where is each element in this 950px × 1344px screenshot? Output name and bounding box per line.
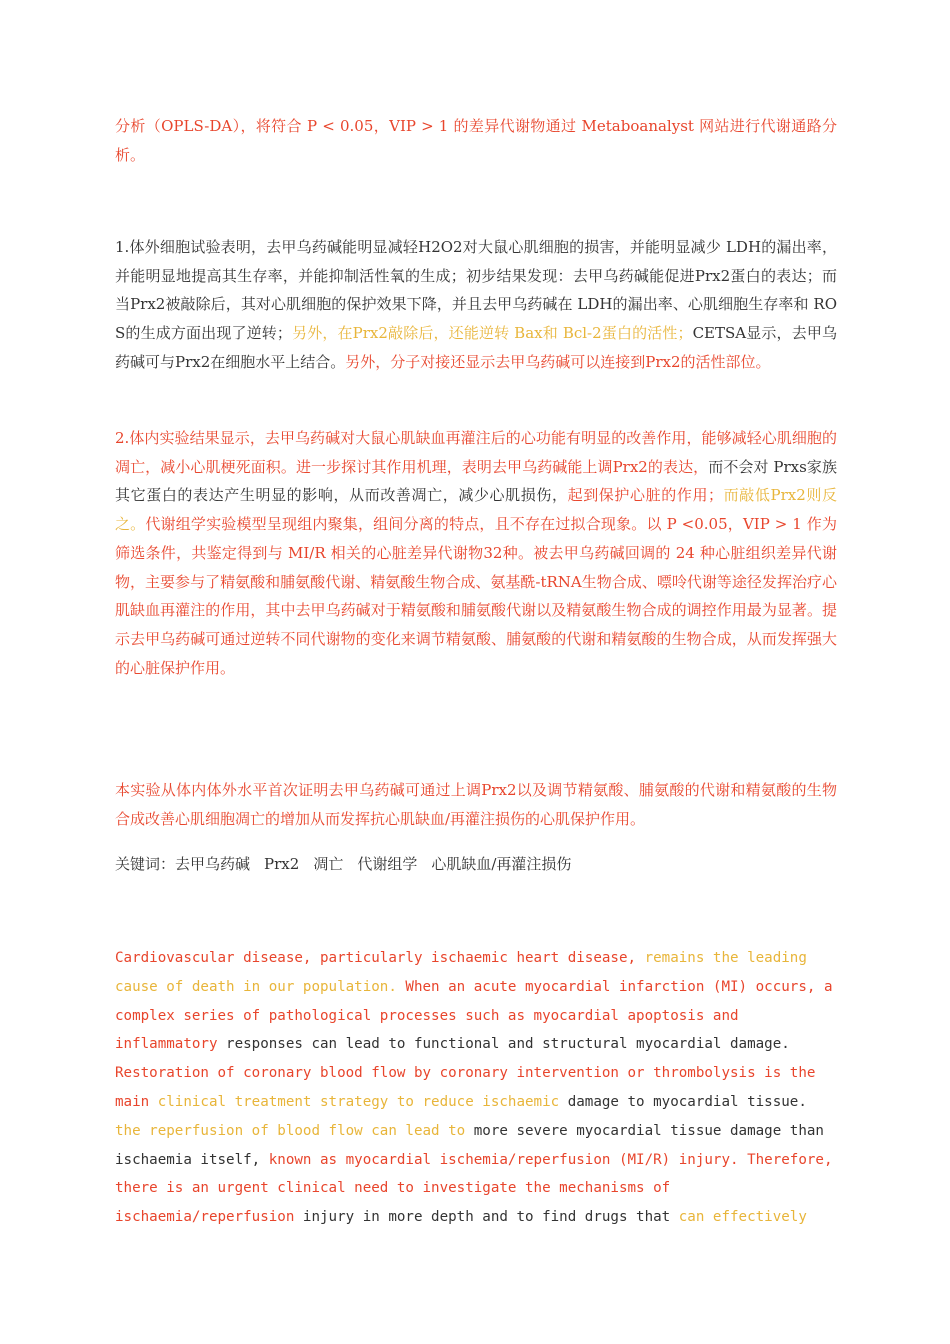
keyword-5: 心肌缺血/再灌注损伤 (431, 855, 572, 873)
in-vitro-text-3: CETSA显示，去甲乌药碱可与Prx2在细胞水平上结合。 (115, 324, 837, 371)
en-text-1: Cardiovascular disease, particularly ischaemic heart disease, (115, 950, 645, 966)
conclusion-paragraph (115, 776, 837, 833)
in-vitro-text-1: 1.体外细胞试验表明，去甲乌药碱能明显减轻H2O2对大鼠心肌细胞的损害，并能明显减少 LDH的漏出率，并能明显地提高其生存率，并能抑制活性氧的生成；初步结果发现：去甲乌药碱能促进Prx2蛋白的表达；而当Prx2被敲除后，其对心肌细胞的保护效果下降，并且去甲乌药碱在 LDH的漏出率、心肌细胞生存率和 ROS的生成方面出现了逆转； (115, 238, 837, 343)
keyword-3: 凋亡 (313, 855, 344, 873)
english-abstract-paragraph (115, 944, 835, 1232)
results-in-vivo-paragraph (115, 424, 837, 682)
keywords-label: 关键词： (115, 855, 176, 873)
in-vivo-text-4: 而敲低Prx2则反之。 (115, 486, 837, 534)
in-vivo-text-3: 起到保护心脏的作用； (567, 486, 724, 505)
in-vitro-text-4: 另外，分子对接还显示去甲乌药碱可以连接到Prx2的活性部位。 (345, 352, 771, 371)
in-vivo-text-5: 代谢组学实验模型呈现组内聚集，组间分离的特点，且不存在过拟合现象。以 P <0.05，VIP > 1 作为筛选条件，共鉴定得到与 MI/R 相关的心脏差异代谢物32种。被去甲乌药碱回调的 24 种心脏组织差异代谢物，主要参与了精氨酸和脯氨酸代谢、精氨酸生物合成、氨基酰-tRNA生物合成、嘌呤代谢等途径发挥治疗心肌缺血再灌注的作用，其中去甲乌药碱对于精氨酸和脯氨酸代谢以及精氨酸生物合成的调控作用最为显著。提示去甲乌药碱可通过逆转不同代谢物的变化来调节精氨酸、脯氨酸的代谢和精氨酸的生物合成，从而发挥强大的心脏保护作用。 (115, 515, 837, 677)
in-vivo-text-1: 2.体内实验结果显示，去甲乌药碱对大鼠心肌缺血再灌注后的心功能有明显的改善作用，能够减轻心肌细胞的凋亡，减小心肌梗死面积。进一步探讨其作用机理，表明去甲乌药碱能上调Prx2的表达， (115, 429, 837, 476)
en-text-3: When an acute myocardial infarction (MI) occurs, a complex series of pathological processes such as myocardial apoptosis and inflammatory (115, 978, 833, 1053)
en-text-5: Restoration of coronary blood flow by coronary intervention or thrombolysis is the main (115, 1065, 816, 1110)
in-vivo-text-2: 而不会对 Prxs家族其它蛋白的表达产生明显的影响，从而改善凋亡，减少心肌损伤， (115, 457, 837, 505)
keyword-4: 代谢组学 (357, 855, 418, 873)
methods-text: 分析（OPLS-DA），将符合 P < 0.05，VIP > 1 的差异代谢物通过 Metaboanalyst 网站进行代谢通路分析。 (115, 117, 837, 164)
en-text-9: more severe myocardial tissue damage than ischaemia itself, (115, 1122, 824, 1168)
en-text-10: known as myocardial ischemia/reperfusion (MI/R) injury. Therefore, there is an urgent clinical need to investigate the mechanisms of ischaemia/reperfusion (115, 1151, 833, 1226)
keyword-2: Prx2 (264, 855, 300, 873)
en-text-2: remains the leading cause of death in our population. (115, 950, 807, 995)
methods-paragraph-tail (115, 112, 837, 169)
en-text-11: injury in more depth and to find drugs that (294, 1209, 671, 1226)
en-text-4: responses can lead to functional and structural myocardial damage. (217, 1036, 790, 1053)
en-text-7: damage to myocardial tissue. (559, 1093, 807, 1110)
keywords-line (115, 850, 837, 879)
conclusion-text: 本实验从体内体外水平首次证明去甲乌药碱可通过上调Prx2以及调节精氨酸、脯氨酸的代谢和精氨酸的生物合成改善心肌细胞凋亡的增加从而发挥抗心肌缺血/再灌注损伤的心肌保护作用。 (115, 781, 837, 828)
keyword-1: 去甲乌药碱 (175, 855, 251, 873)
in-vitro-text-2: 另外，在Prx2敲除后，还能逆转 Bax和 Bcl-2蛋白的活性； (291, 324, 693, 343)
results-in-vitro-paragraph (115, 233, 837, 377)
en-text-6: clinical treatment strategy to reduce ischaemic (149, 1093, 560, 1110)
en-text-8: the reperfusion of blood flow can lead to (115, 1122, 466, 1139)
en-text-12: can effectively (670, 1209, 807, 1226)
